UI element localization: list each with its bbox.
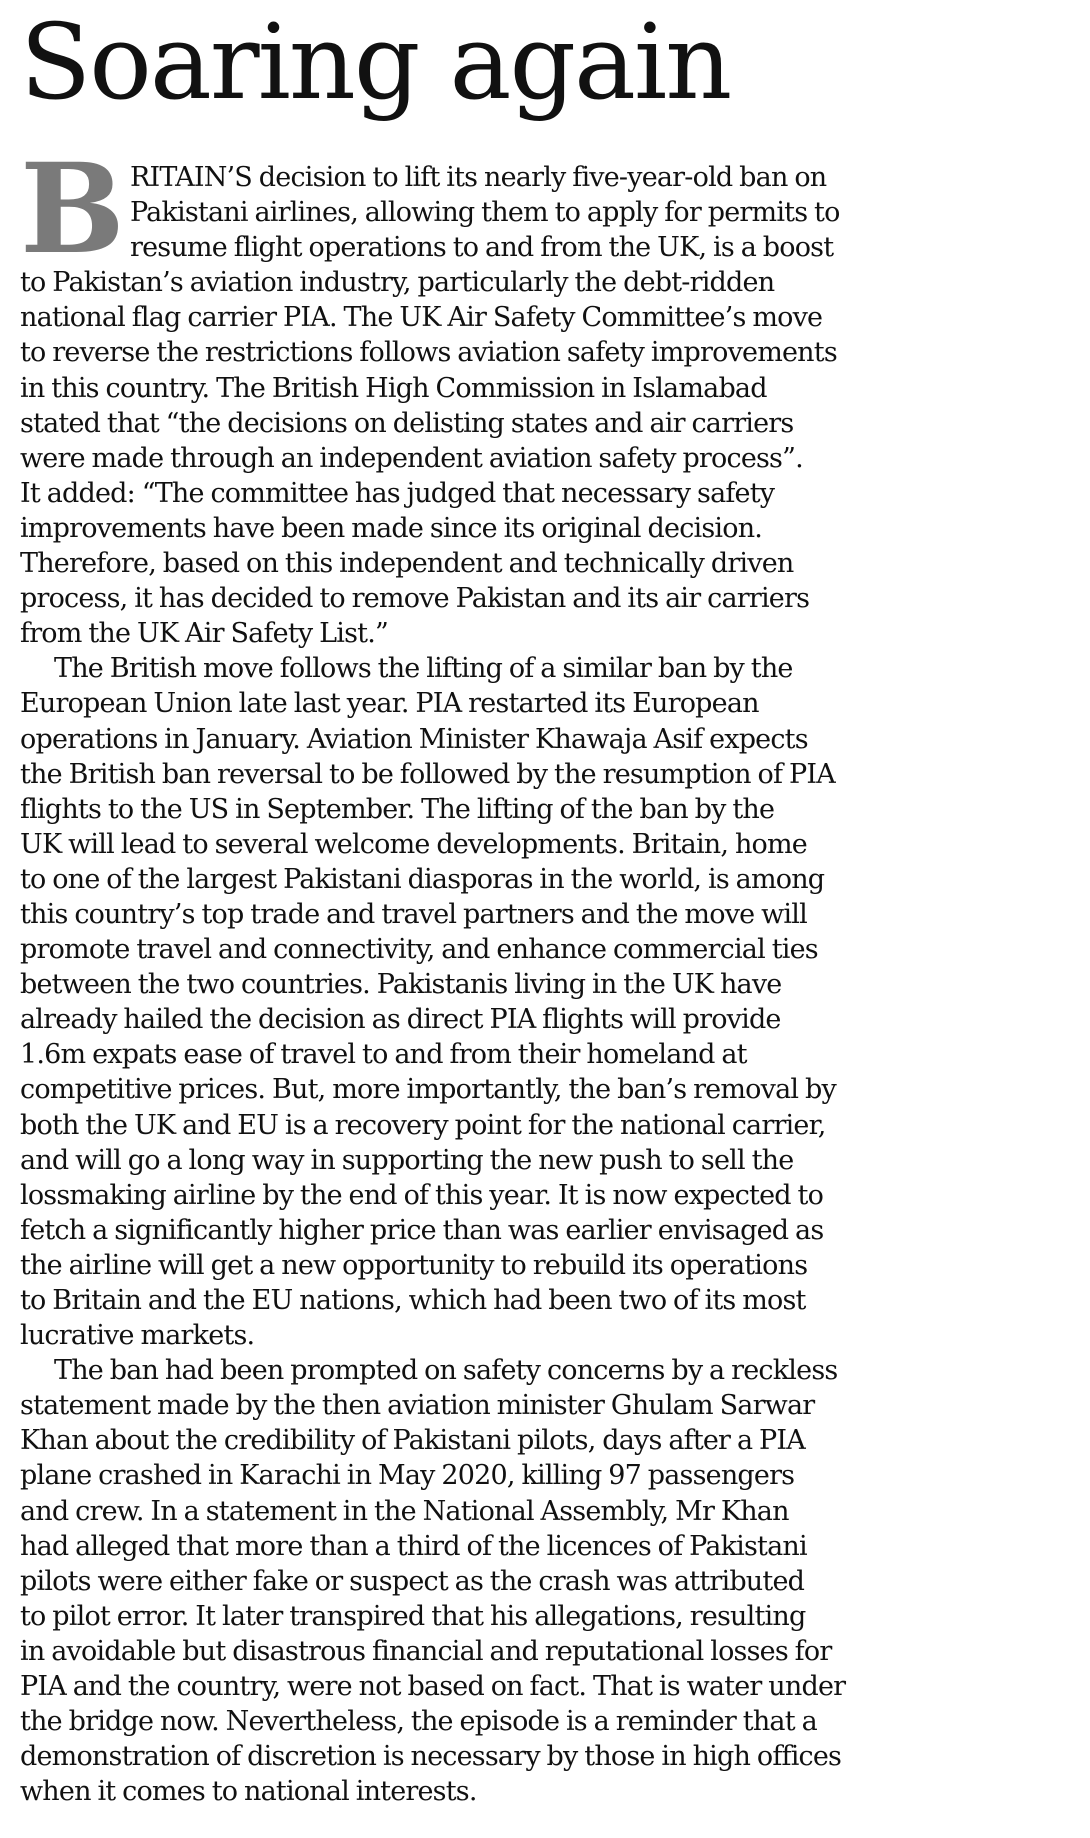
paragraph-line: European Union late last year. PIA restarted its European: [20, 688, 759, 720]
paragraph-line: fetch a significantly higher price than was earlier envisaged as: [20, 1214, 824, 1246]
paragraph-line: stated that “the decisions on delisting states and air carriers: [20, 407, 794, 439]
paragraph-line: to reverse the restrictions follows aviation safety improvements: [20, 337, 837, 369]
paragraph-line: and will go a long way in supporting the new push to sell the: [20, 1144, 794, 1176]
paragraph-line: flights to the US in September. The lifting of the ban by the: [20, 793, 775, 825]
paragraph-line: had alleged that more than a third of the licences of Pakistani: [20, 1530, 807, 1562]
paragraph-line: from the UK Air Safety List.”: [20, 618, 388, 650]
paragraph-line: promote travel and connectivity, and enhance commercial ties: [20, 934, 818, 966]
paragraph-line: the bridge now. Nevertheless, the episode is a reminder that a: [20, 1706, 817, 1738]
paragraph-3: [20, 1353, 1070, 1809]
paragraph-line: statement made by the then aviation minister Ghulam Sarwar: [20, 1390, 815, 1422]
paragraph-line: the airline will get a new opportunity to rebuild its operations: [20, 1249, 808, 1281]
paragraph-line: in this country. The British High Commission in Islamabad: [20, 372, 767, 404]
paragraph-line: demonstration of discretion is necessary by those in high offices: [20, 1741, 842, 1773]
paragraph-line: to Britain and the EU nations, which had been two of its most: [20, 1285, 806, 1316]
paragraph-2: [20, 651, 1070, 1353]
paragraph-line: The British move follows the lifting of a similar ban by the: [54, 653, 793, 685]
paragraph-line: and crew. In a statement in the National Assembly, Mr Khan: [20, 1495, 789, 1527]
paragraph-line: UK will lead to several welcome developments. Britain, home: [20, 828, 807, 860]
paragraph-line: The ban had been prompted on safety concerns by a reckless: [54, 1355, 838, 1387]
headline: Soaring again: [20, 1, 731, 123]
paragraph-1: [20, 137, 1070, 651]
paragraph-line: the British ban reversal to be followed by the resumption of PIA: [20, 758, 835, 790]
paragraph-line: to Pakistan’s aviation industry, particularly the debt-ridden: [20, 267, 775, 299]
paragraph-line: RITAIN’S decision to lift its nearly five-year-old ban on: [130, 162, 827, 193]
paragraph-line: improvements have been made since its original decision.: [20, 512, 763, 544]
paragraph-line: lucrative markets.: [20, 1320, 255, 1352]
paragraph-line: in avoidable but disastrous financial and reputational losses for: [20, 1635, 832, 1667]
paragraph-line: between the two countries. Pakistanis living in the UK have: [20, 969, 782, 1001]
paragraph-line: Pakistani airlines, allowing them to apply for permits to: [130, 197, 840, 229]
paragraph-line: already hailed the decision as direct PIA flights will provide: [20, 1004, 781, 1036]
editorial-article: [20, 0, 1070, 1809]
paragraph-line: pilots were either fake or suspect as the crash was attributed: [20, 1565, 805, 1597]
paragraph-line: Therefore, based on this independent and technically driven: [20, 548, 794, 580]
paragraph-line: were made through an independent aviation safety process”.: [20, 442, 803, 474]
paragraph-line: competitive prices. But, more importantly, the ban’s removal by: [20, 1074, 836, 1106]
paragraph-line: to pilot error. It later transpired that his allegations, resulting: [20, 1600, 806, 1632]
paragraph-line: PIA and the country, were not based on fact. That is water under: [20, 1671, 846, 1703]
paragraph-line: resume flight operations to and from the UK, is a boost: [130, 232, 834, 264]
paragraph-line: It added: “The committee has judged that necessary safety: [20, 477, 775, 509]
paragraph-line: operations in January. Aviation Minister Khawaja Asif expects: [20, 723, 808, 755]
paragraph-line: this country’s top trade and travel partners and the move will: [20, 898, 807, 930]
paragraph-line: both the UK and EU is a recovery point for the national carrier,: [20, 1109, 826, 1141]
paragraph-line: to one of the largest Pakistani diasporas in the world, is among: [20, 863, 825, 895]
paragraph-line: plane crashed in Karachi in May 2020, killing 97 passengers: [20, 1460, 795, 1492]
drop-cap: B: [20, 137, 125, 282]
paragraph-line: 1.6m expats ease of travel to and from their homeland at: [20, 1039, 747, 1071]
paragraph-line: national flag carrier PIA. The UK Air Safety Committee’s move: [20, 302, 823, 334]
paragraph-line: Khan about the credibility of Pakistani pilots, days after a PIA: [20, 1425, 805, 1457]
paragraph-line: process, it has decided to remove Pakistan and its air carriers: [20, 583, 810, 615]
article-body: [20, 137, 1070, 1809]
paragraph-line: when it comes to national interests.: [20, 1776, 477, 1808]
paragraph-line: lossmaking airline by the end of this year. It is now expected to: [20, 1179, 824, 1211]
